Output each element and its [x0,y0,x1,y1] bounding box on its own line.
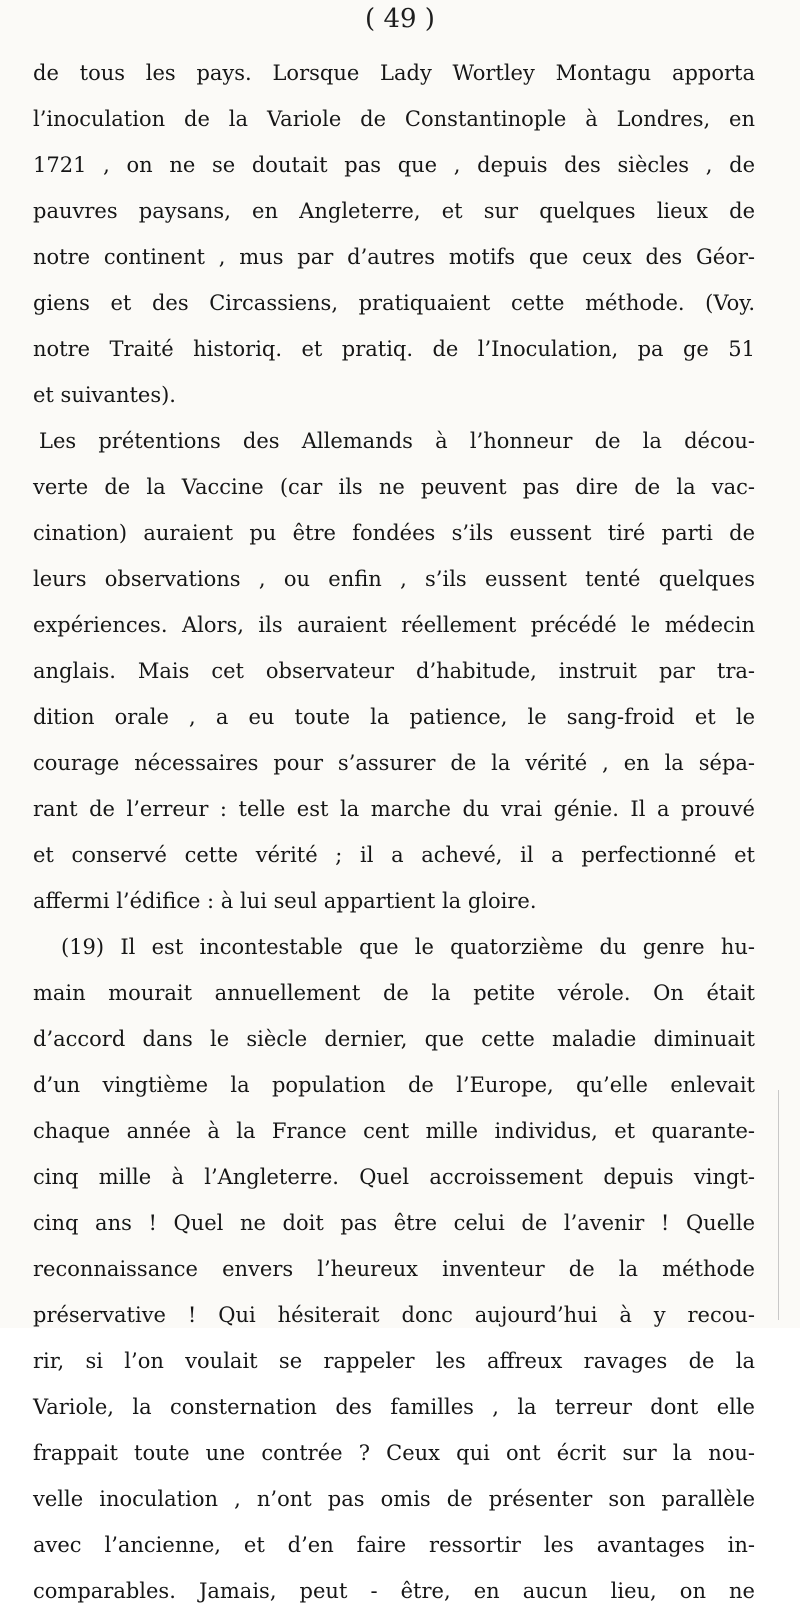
text-line: et suivantes). [33,383,176,407]
text-line: verte de la Vaccine (car ils ne peuvent pas dire de la vac- [33,475,755,499]
text-line: Variole, la consternation des familles , la terreur dont elle [33,1395,755,1419]
text-line: cination) auraient pu être fondées s’ils eussent tiré parti de [33,521,755,545]
text-line: avec l’ancienne, et d’en faire ressortir les avantages in- [33,1533,755,1557]
text-line: 1721 , on ne se doutait pas que , depuis des siècles , de [33,153,755,177]
text-line: rir, si l’on voulait se rappeler les affreux ravages de la [33,1349,755,1373]
text-line: giens et des Circassiens, pratiquaient cette méthode. (Voy. [33,291,755,315]
text-block [33,50,755,1614]
paragraph-2 [33,418,755,924]
text-line: d’un vingtième la population de l’Europe, qu’elle enlevait [33,1073,755,1097]
text-line: d’accord dans le siècle dernier, que cette maladie diminuait [33,1027,755,1051]
text-line: reconnaissance envers l’heureux inventeur de la méthode [33,1257,755,1281]
text-line: (19) Il est incontestable que le quatorzième du genre hu- [61,935,755,959]
text-line: frappait toute une contrée ? Ceux qui ont écrit sur la nou- [33,1441,755,1465]
text-line: comparables. Jamais, peut - être, en aucun lieu, on ne [33,1579,755,1603]
text-line: expériences. Alors, ils auraient réellement précédé le médecin [33,613,755,637]
text-line: velle inoculation , n’ont pas omis de présenter son parallèle [33,1487,755,1511]
text-line: dition orale , a eu toute la patience, le sang-froid et le [33,705,755,729]
page-edge-divider [778,1090,779,1320]
text-line: et conservé cette vérité ; il a achevé, il a perfectionné et [33,843,755,867]
text-line: l’inoculation de la Variole de Constantinople à Londres, en [33,107,755,131]
text-line: cinq ans ! Quel ne doit pas être celui de l’avenir ! Quelle [33,1211,755,1235]
text-line: notre continent , mus par d’autres motifs que ceux des Géor- [33,245,755,269]
text-line: courage nécessaires pour s’assurer de la vérité , en la sépa- [33,751,755,775]
text-line: rant de l’erreur : telle est la marche du vrai génie. Il a prouvé [33,797,755,821]
paragraph-3 [33,924,755,1614]
text-line: affermi l’édifice : à lui seul appartient la gloire. [33,889,537,913]
text-line: anglais. Mais cet observateur d’habitude, instruit par tra- [33,659,755,683]
text-line: cinq mille à l’Angleterre. Quel accroissement depuis vingt- [33,1165,755,1189]
text-line: préservative ! Qui hésiterait donc aujourd’hui à y recou- [33,1303,755,1327]
text-line: pauvres paysans, en Angleterre, et sur quelques lieux de [33,199,755,223]
text-line: de tous les pays. Lorsque Lady Wortley Montagu apporta [33,61,755,85]
paragraph-1 [33,50,755,418]
page-number: ( 49 ) [365,4,435,34]
text-line: leurs observations , ou enfin , s’ils eussent tenté quelques [33,567,755,591]
text-line: main mourait annuellement de la petite vérole. On était [33,981,755,1005]
text-line: notre Traité historiq. et pratiq. de l’Inoculation, pa ge 51 [33,337,755,361]
text-line: Les prétentions des Allemands à l’honneur de la décou- [39,429,755,453]
text-line: chaque année à la France cent mille individus, et quarante- [33,1119,755,1143]
